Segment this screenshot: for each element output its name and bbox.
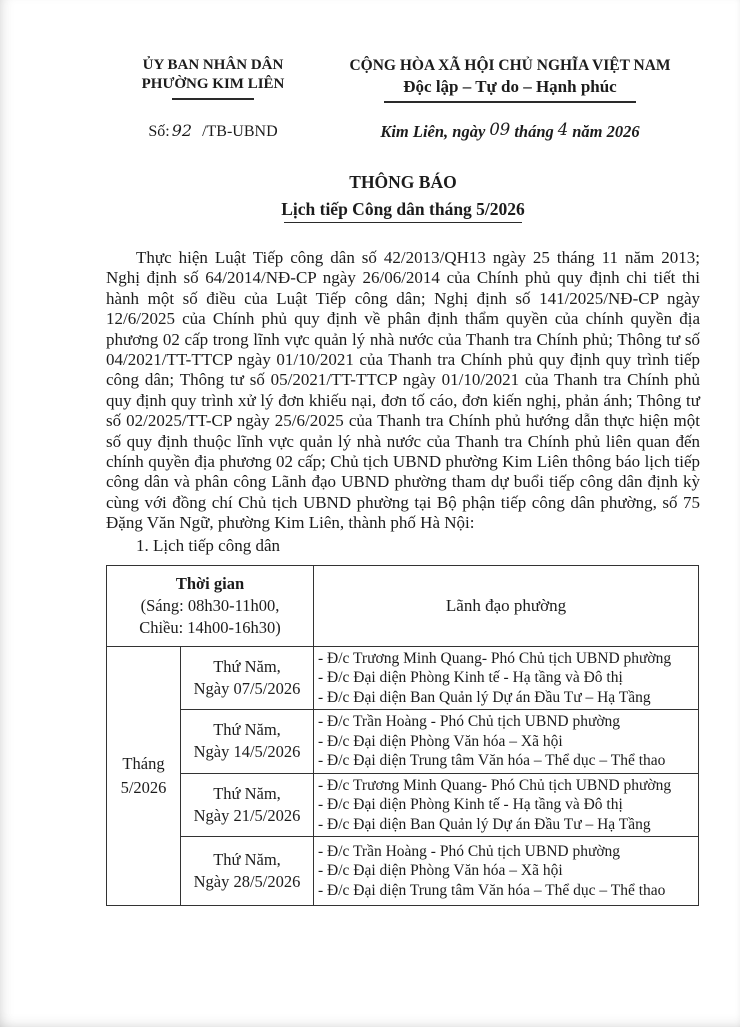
document-number-value: 92 [171, 121, 193, 140]
agency-name-line1: ỦY BAN NHÂN DÂN [142, 57, 284, 73]
month-label-line1: Tháng [122, 753, 165, 773]
table-row [107, 646, 699, 710]
issuing-agency-block [106, 56, 320, 141]
leader-line: - Đ/c Đại diện Ban Quản lý Dự án Đầu Tư – Hạ Tầng [318, 815, 651, 833]
leader-line: - Đ/c Đại diện Phòng Văn hóa – Xã hội [318, 732, 563, 750]
document-number-suffix: /TB-UBND [202, 123, 278, 140]
weekday-label: Thứ Năm, [213, 850, 281, 870]
handwritten-day: 09 [489, 120, 511, 139]
leader-line: - Đ/c Trần Hoàng - Phó Chủ tịch UBND phường [318, 713, 621, 731]
date-label: Ngày 28/5/2026 [193, 872, 301, 892]
national-motto-line2: Độc lập – Tự do – Hạnh phúc [403, 77, 617, 96]
table-row [107, 837, 699, 906]
motto-underline [384, 101, 636, 103]
document-number [106, 121, 320, 141]
leader-line: - Đ/c Đại diện Phòng Kinh tế - Hạ tầng và Đô thị [318, 796, 623, 814]
date-cell [181, 646, 314, 710]
national-motto-line1: CỘNG HÒA XÃ HỘI CHỦ NGHĨA VIỆT NAM [349, 57, 671, 74]
notice-subtitle: Lịch tiếp Công dân tháng 5/2026 [281, 199, 525, 219]
leader-line: - Đ/c Đại diện Phòng Kinh tế - Hạ tầng và Đô thị [318, 669, 623, 687]
leader-line: - Đ/c Trương Minh Quang- Phó Chủ tịch UBND phường [318, 649, 672, 667]
section-1-heading: 1. Lịch tiếp công dân [136, 535, 280, 555]
leader-line: - Đ/c Đại diện Ban Quản lý Dự án Đầu Tư – Hạ Tầng [318, 688, 651, 706]
time-header-title: Thời gian [175, 573, 245, 593]
table-row [107, 773, 699, 837]
document-number-prefix: Số: [148, 123, 170, 140]
date-suffix: năm 2026 [572, 122, 640, 141]
weekday-label: Thứ Năm, [213, 720, 281, 740]
time-header-afternoon: Chiều: 14h00-16h30) [139, 617, 281, 637]
month-cell [107, 646, 181, 906]
date-label: Ngày 07/5/2026 [193, 678, 301, 698]
notice-title: THÔNG BÁO [349, 172, 457, 192]
date-cell [181, 710, 314, 774]
time-header-morning: (Sáng: 08h30-11h00, [140, 595, 280, 615]
reception-schedule-table [106, 565, 699, 907]
date-label: Ngày 14/5/2026 [193, 742, 301, 762]
table-header-row [107, 565, 699, 646]
title-underline [284, 222, 522, 223]
body-paragraph: Thực hiện Luật Tiếp công dân số 42/2013/QH13 ngày 25 tháng 11 năm 2013; Nghị định số 64/2014/NĐ-CP ngày 26/06/2014 của Chính phủ quy định chi tiết thi hành một số điều của Luật Tiếp công dân; Nghị định số 141/2025/NĐ-CP ngày 12/6/2025 của Chính phủ quy định về phân định thẩm quyền của chính quyền địa phương 02 cấp trong lĩnh vực quản lý nhà nước của Thanh tra Chính phủ; Thông tư số 04/2021/TT-TTCP ngày 01/10/2021 của Thanh tra Chính phủ quy định quy trình tiếp công dân; Thông tư số 05/2021/TT-TTCP ngày 01/10/2021 của Thanh tra Chính phủ quy định quy trình xử lý đơn khiếu nại, đơn tố cáo, đơn kiến nghị, phản ánh; Thông tư số 02/2025/TT-CP ngày 25/6/2025 của Thanh tra Chính phủ hướng dẫn thực hiện một số quy định thuộc lĩnh vực quản lý nhà nước của Thanh tra Chính phủ liên quan đến chính quyền địa phương 02 cấp; Chủ tịch UBND phường Kim Liên thông báo lịch tiếp công dân và phân công Lãnh đạo UBND phường tham dự buổi tiếp công dân định kỳ cùng với đồng chí Chủ tịch UBND phường tại Bộ phận tiếp công dân phường, số 75 Đặng Văn Ngữ, phường Kim Liên, thành phố Hà Nội: [106, 248, 700, 533]
leader-line: - Đ/c Trần Hoàng - Phó Chủ tịch UBND phường [318, 842, 621, 860]
place-date-line [320, 122, 700, 142]
leaders-cell [314, 773, 699, 837]
leader-line: - Đ/c Trương Minh Quang- Phó Chủ tịch UBND phường [318, 776, 672, 794]
weekday-label: Thứ Năm, [213, 656, 281, 676]
leaders-cell [314, 646, 699, 710]
date-prefix: Kim Liên, ngày [380, 122, 486, 141]
document-letterhead [106, 56, 700, 142]
weekday-label: Thứ Năm, [213, 783, 281, 803]
agency-name-line2: PHƯỜNG KIM LIÊN [141, 76, 285, 92]
header-cell-leaders: Lãnh đạo phường [314, 565, 699, 646]
date-cell [181, 837, 314, 906]
leader-line: - Đ/c Đại diện Trung tâm Văn hóa – Thể dục – Thể thao [318, 752, 666, 770]
agency-underline [172, 98, 254, 100]
date-label: Ngày 21/5/2026 [193, 805, 301, 825]
leader-line: - Đ/c Đại diện Phòng Văn hóa – Xã hội [318, 862, 563, 880]
leaders-cell [314, 710, 699, 774]
header-cell-time [107, 565, 314, 646]
month-label-line2: 5/2026 [120, 777, 167, 797]
leaders-cell [314, 837, 699, 906]
notice-title-block [106, 171, 700, 223]
date-cell [181, 773, 314, 837]
national-header-block [320, 56, 700, 142]
date-thang-label: tháng [514, 122, 554, 141]
leader-line: - Đ/c Đại diện Trung tâm Văn hóa – Thể dục – Thể thao [318, 881, 666, 899]
handwritten-month: 4 [557, 120, 569, 139]
table-row [107, 710, 699, 774]
